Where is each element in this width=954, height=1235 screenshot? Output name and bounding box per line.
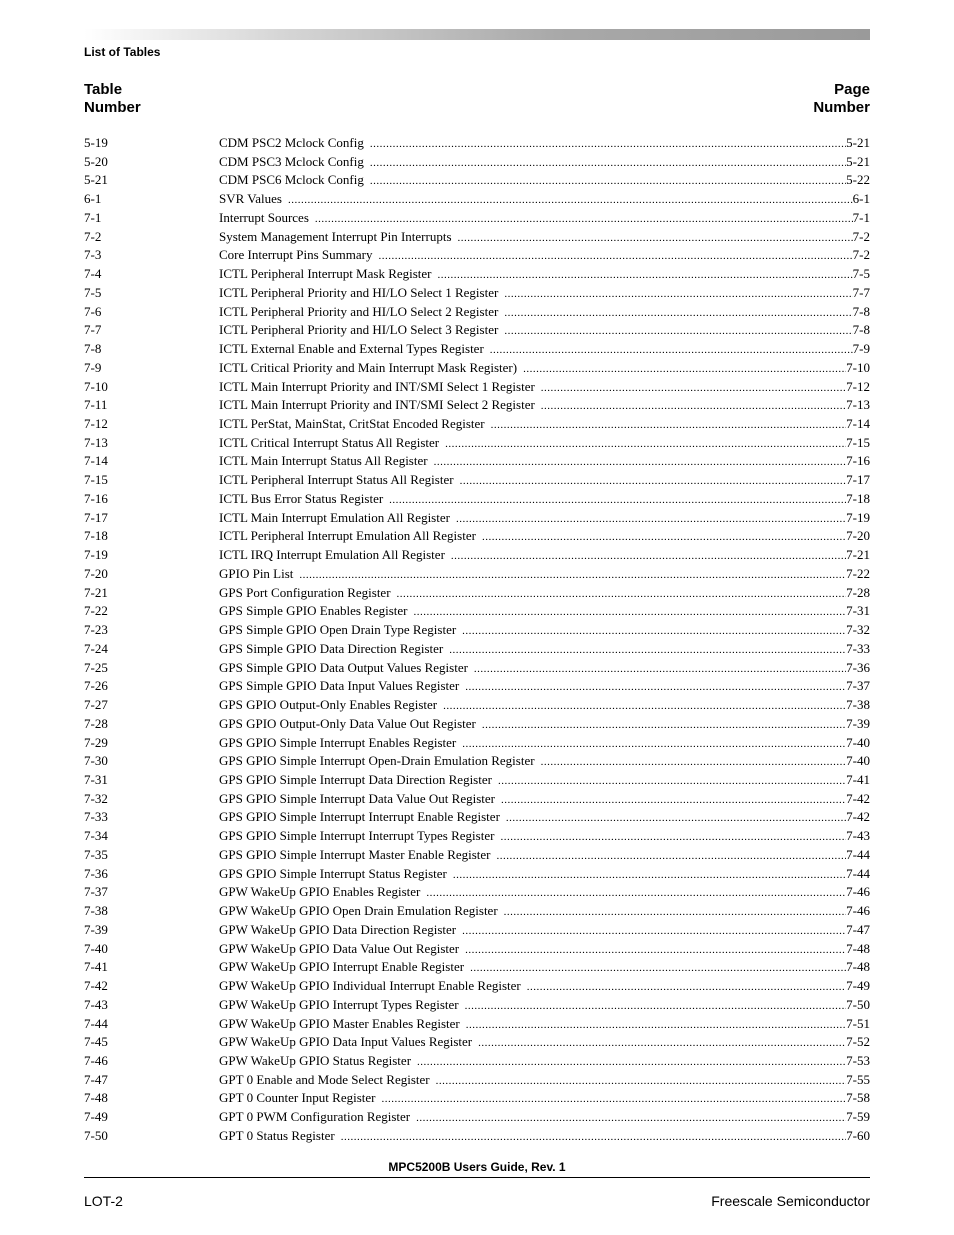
- heading-line: Page: [834, 81, 870, 98]
- dot-leader: [460, 475, 847, 487]
- dot-leader: [453, 869, 846, 881]
- table-number: 7-30: [84, 753, 108, 769]
- heading-line: Number: [84, 99, 141, 116]
- table-number: 7-50: [84, 1127, 108, 1143]
- page-number: 7-21: [846, 547, 870, 563]
- page-number: 7-50: [846, 996, 870, 1012]
- table-title: Core Interrupt Pins Summary: [219, 247, 373, 263]
- page-number: 7-44: [846, 865, 870, 881]
- table-title: GPW WakeUp GPIO Interrupt Enable Register: [219, 959, 465, 975]
- table-title: ICTL Main Interrupt Priority and INT/SMI Select 2 Register: [219, 397, 535, 413]
- table-number: 7-14: [84, 453, 108, 469]
- list-item[interactable]: [84, 716, 870, 735]
- table-number: 7-37: [84, 884, 108, 900]
- list-item[interactable]: [84, 322, 870, 341]
- table-number: 7-12: [84, 416, 108, 432]
- table-title: ICTL Peripheral Interrupt Mask Register: [219, 266, 432, 282]
- list-item[interactable]: [84, 1053, 870, 1072]
- dot-leader: [491, 419, 847, 431]
- dot-leader: [370, 157, 846, 169]
- table-title: GPS Simple GPIO Open Drain Type Register: [219, 622, 457, 638]
- table-title: GPS GPIO Simple Interrupt Interrupt Types Register: [219, 828, 495, 844]
- dot-leader: [490, 344, 853, 356]
- list-item[interactable]: [84, 210, 870, 229]
- table-title: GPW WakeUp GPIO Individual Interrupt Enable Register: [219, 978, 521, 994]
- table-number: 7-39: [84, 921, 108, 937]
- table-number: 7-1: [84, 209, 102, 225]
- table-title: ICTL Critical Priority and Main Interrupt Mask Register): [219, 359, 518, 375]
- list-item[interactable]: [84, 547, 870, 566]
- list-item[interactable]: [84, 285, 870, 304]
- dot-leader: [378, 250, 852, 262]
- dot-leader: [449, 644, 846, 656]
- list-item[interactable]: [84, 978, 870, 997]
- page-number: 7-58: [846, 1090, 870, 1106]
- list-item[interactable]: [84, 510, 870, 529]
- page-number: 7-14: [846, 416, 870, 432]
- table-title: GPS GPIO Simple Interrupt Data Direction Register: [219, 771, 492, 787]
- table-number: 7-2: [84, 228, 102, 244]
- list-item[interactable]: [84, 453, 870, 472]
- dot-leader: [504, 325, 852, 337]
- page-number: 7-40: [846, 734, 870, 750]
- page-number: 5-21: [846, 135, 870, 150]
- dot-leader: [482, 719, 846, 731]
- list-item[interactable]: [84, 528, 870, 547]
- table-title: GPS Simple GPIO Enables Register: [219, 603, 408, 619]
- page-number: 7-5: [852, 266, 870, 282]
- table-title: GPS GPIO Simple Interrupt Enables Register: [219, 734, 457, 750]
- table-number: 7-18: [84, 528, 108, 544]
- list-item[interactable]: [84, 472, 870, 491]
- table-number: 7-34: [84, 828, 108, 844]
- table-title: ICTL IRQ Interrupt Emulation All Register: [219, 547, 445, 563]
- list-item[interactable]: [84, 884, 870, 903]
- table-number: 7-42: [84, 978, 108, 994]
- page-number: 7-40: [846, 753, 870, 769]
- table-number: 7-11: [84, 397, 108, 413]
- dot-leader: [315, 213, 853, 225]
- table-title: GPT 0 Counter Input Register: [219, 1090, 376, 1106]
- list-item[interactable]: [84, 641, 870, 660]
- table-number: 7-40: [84, 940, 108, 956]
- table-title: GPT 0 PWM Configuration Register: [219, 1109, 411, 1125]
- table-title: ICTL PerStat, MainStat, CritStat Encoded Register: [219, 416, 485, 432]
- page-number: 7-28: [846, 584, 870, 600]
- list-item[interactable]: [84, 941, 870, 960]
- page-number: 7-46: [846, 903, 870, 919]
- dot-leader: [381, 1093, 846, 1105]
- table-title: ICTL Main Interrupt Status All Register: [219, 453, 428, 469]
- table-number: 7-46: [84, 1052, 108, 1068]
- list-item[interactable]: [84, 678, 870, 697]
- table-title: GPW WakeUp GPIO Data Direction Register: [219, 921, 457, 937]
- page-number: 7-37: [846, 678, 870, 694]
- table-title: SVR Values: [219, 191, 282, 207]
- table-number: 7-3: [84, 247, 102, 263]
- page-number: 7-2: [852, 228, 870, 244]
- page-number: 7-41: [846, 771, 870, 787]
- list-item[interactable]: [84, 660, 870, 679]
- list-item[interactable]: [84, 828, 870, 847]
- table-title: CDM PSC6 Mclock Config: [219, 172, 364, 188]
- dot-leader: [527, 981, 846, 993]
- dot-leader: [436, 1075, 847, 1087]
- dot-leader: [397, 588, 847, 600]
- table-number: 7-49: [84, 1109, 108, 1125]
- dot-leader: [465, 1000, 847, 1012]
- table-title: GPS GPIO Simple Interrupt Open-Drain Emulation Register: [219, 753, 535, 769]
- list-item[interactable]: [84, 791, 870, 810]
- table-number: 7-4: [84, 266, 102, 282]
- dot-leader: [474, 663, 846, 675]
- table-title: GPS GPIO Simple Interrupt Data Value Out Register: [219, 790, 495, 806]
- table-title: GPW WakeUp GPIO Open Drain Emulation Register: [219, 903, 498, 919]
- list-item[interactable]: [84, 304, 870, 323]
- dot-leader: [414, 606, 847, 618]
- dot-leader: [341, 1131, 846, 1143]
- page-number: 7-44: [846, 846, 870, 862]
- list-item[interactable]: [84, 154, 870, 173]
- table-title: GPW WakeUp GPIO Enables Register: [219, 884, 421, 900]
- table-number: 7-38: [84, 903, 108, 919]
- dot-leader: [470, 962, 846, 974]
- footer-divider: [84, 1177, 870, 1178]
- page-number: 7-42: [846, 809, 870, 825]
- page-number: 7-19: [846, 509, 870, 525]
- table-number: 7-36: [84, 865, 108, 881]
- table-title: ICTL Peripheral Interrupt Status All Register: [219, 472, 454, 488]
- page-number: 7-48: [846, 959, 870, 975]
- dot-leader: [465, 944, 846, 956]
- table-title: ICTL Main Interrupt Priority and INT/SMI Select 1 Register: [219, 378, 535, 394]
- page-number: 7-12: [846, 378, 870, 394]
- page-number: 7-32: [846, 622, 870, 638]
- table-title: GPIO Pin List: [219, 565, 294, 581]
- dot-leader: [497, 850, 847, 862]
- table-title: GPS GPIO Output-Only Enables Register: [219, 697, 438, 713]
- dot-leader: [504, 906, 847, 918]
- table-number: 7-32: [84, 790, 108, 806]
- table-number: 7-26: [84, 678, 108, 694]
- table-number: 5-20: [84, 153, 108, 169]
- list-item[interactable]: [84, 1034, 870, 1053]
- page-number: 7-36: [846, 659, 870, 675]
- list-item[interactable]: [84, 997, 870, 1016]
- page-label: LOT-2: [84, 1193, 123, 1209]
- table-number: 7-44: [84, 1015, 108, 1031]
- table-number: 7-7: [84, 322, 102, 338]
- table-number: 7-5: [84, 284, 102, 300]
- table-number: 6-1: [84, 191, 102, 207]
- list-item[interactable]: [84, 735, 870, 754]
- table-number: 7-22: [84, 603, 108, 619]
- list-item[interactable]: [84, 847, 870, 866]
- table-number: 7-25: [84, 659, 108, 675]
- table-number: 7-24: [84, 640, 108, 656]
- dot-leader: [426, 887, 846, 899]
- table-title: CDM PSC3 Mclock Config: [219, 153, 364, 169]
- dot-leader: [416, 1112, 846, 1124]
- table-title: GPS GPIO Simple Interrupt Status Register: [219, 865, 447, 881]
- table-title: GPS Simple GPIO Data Input Values Register: [219, 678, 460, 694]
- page-number: 7-33: [846, 640, 870, 656]
- list-item[interactable]: [84, 697, 870, 716]
- page-number: 7-17: [846, 472, 870, 488]
- page-number: 7-2: [852, 247, 870, 263]
- table-title: GPS GPIO Simple Interrupt Interrupt Enable Register: [219, 809, 500, 825]
- list-item[interactable]: [84, 416, 870, 435]
- table-number: 7-29: [84, 734, 108, 750]
- list-item[interactable]: [84, 959, 870, 978]
- table-number: 5-21: [84, 172, 108, 188]
- list-item[interactable]: [84, 247, 870, 266]
- table-title: ICTL External Enable and External Types Register: [219, 341, 484, 357]
- page-number: 7-1: [852, 209, 870, 225]
- dot-leader: [478, 1037, 846, 1049]
- table-number: 5-19: [84, 135, 108, 150]
- list-item[interactable]: [84, 135, 870, 154]
- page-number: 7-13: [846, 397, 870, 413]
- page-number: 7-20: [846, 528, 870, 544]
- section-label: List of Tables: [84, 45, 161, 59]
- table-number: 7-33: [84, 809, 108, 825]
- table-title: GPT 0 Enable and Mode Select Register: [219, 1071, 430, 1087]
- dot-leader: [506, 812, 846, 824]
- list-item[interactable]: [84, 922, 870, 941]
- table-title: CDM PSC2 Mclock Config: [219, 135, 364, 150]
- dot-leader: [498, 775, 846, 787]
- dot-leader: [434, 456, 847, 468]
- page-number: 7-46: [846, 884, 870, 900]
- table-title: System Management Interrupt Pin Interrupts: [219, 228, 452, 244]
- table-title: GPS Port Configuration Register: [219, 584, 391, 600]
- page-number: 7-38: [846, 697, 870, 713]
- dot-leader: [501, 794, 846, 806]
- list-item[interactable]: [84, 397, 870, 416]
- document-title: MPC5200B Users Guide, Rev. 1: [388, 1160, 566, 1174]
- page-number: 7-53: [846, 1052, 870, 1068]
- heading-line: Number: [813, 99, 870, 116]
- table-title: GPS Simple GPIO Data Direction Register: [219, 640, 444, 656]
- table-title: GPW WakeUp GPIO Interrupt Types Register: [219, 996, 459, 1012]
- list-item[interactable]: [84, 1016, 870, 1035]
- list-item[interactable]: [84, 622, 870, 641]
- page-number: 7-48: [846, 940, 870, 956]
- table-title: GPS GPIO Output-Only Data Value Out Register: [219, 715, 476, 731]
- page-number: 7-31: [846, 603, 870, 619]
- table-title: ICTL Main Interrupt Emulation All Register: [219, 509, 450, 525]
- table-title: GPS GPIO Simple Interrupt Master Enable Register: [219, 846, 491, 862]
- table-title: GPS Simple GPIO Data Output Values Register: [219, 659, 468, 675]
- dot-leader: [500, 831, 846, 843]
- dot-leader: [462, 925, 846, 937]
- list-item[interactable]: [84, 866, 870, 885]
- table-title: ICTL Peripheral Priority and HI/LO Select 3 Register: [219, 322, 499, 338]
- table-title: GPW WakeUp GPIO Status Register: [219, 1052, 412, 1068]
- page-number: 7-10: [846, 359, 870, 375]
- page-number: 7-51: [846, 1015, 870, 1031]
- table-title: ICTL Peripheral Priority and HI/LO Select 1 Register: [219, 284, 499, 300]
- list-item[interactable]: [84, 341, 870, 360]
- table-number: 7-20: [84, 565, 108, 581]
- list-item[interactable]: [84, 191, 870, 210]
- table-number-heading: [84, 81, 141, 117]
- page-number: 7-18: [846, 490, 870, 506]
- table-title: ICTL Bus Error Status Register: [219, 490, 384, 506]
- page-number: 5-21: [846, 153, 870, 169]
- header-gradient-bar: [84, 29, 870, 40]
- list-item[interactable]: [84, 266, 870, 285]
- table-number: 7-21: [84, 584, 108, 600]
- page-number: 7-42: [846, 790, 870, 806]
- dot-leader: [462, 625, 846, 637]
- table-number: 7-41: [84, 959, 108, 975]
- dot-leader: [504, 307, 852, 319]
- page-number: 6-1: [852, 191, 870, 207]
- page-number: 7-8: [852, 303, 870, 319]
- page-number: 7-43: [846, 828, 870, 844]
- dot-leader: [462, 738, 846, 750]
- dot-leader: [370, 138, 846, 150]
- table-number: 7-23: [84, 622, 108, 638]
- page-number: 7-7: [852, 284, 870, 300]
- table-number: 7-17: [84, 509, 108, 525]
- list-item[interactable]: [84, 379, 870, 398]
- dot-leader: [443, 700, 846, 712]
- table-number: 7-48: [84, 1090, 108, 1106]
- dot-leader: [438, 269, 853, 281]
- page-number: 7-60: [846, 1127, 870, 1143]
- list-item[interactable]: [84, 229, 870, 248]
- table-number: 7-16: [84, 490, 108, 506]
- table-number: 7-43: [84, 996, 108, 1012]
- table-list: [84, 135, 870, 1147]
- list-item[interactable]: [84, 1109, 870, 1128]
- page-number: 7-8: [852, 322, 870, 338]
- list-item[interactable]: [84, 603, 870, 622]
- table-number: 7-9: [84, 359, 102, 375]
- list-item[interactable]: [84, 585, 870, 604]
- page-number: 5-22: [846, 172, 870, 188]
- table-number: 7-31: [84, 771, 108, 787]
- dot-leader: [389, 494, 846, 506]
- dot-leader: [417, 1056, 846, 1068]
- page-number: 7-22: [846, 565, 870, 581]
- dot-leader: [445, 438, 846, 450]
- dot-leader: [541, 756, 847, 768]
- list-item[interactable]: [84, 1128, 870, 1147]
- table-title: ICTL Peripheral Interrupt Emulation All Register: [219, 528, 476, 544]
- dot-leader: [458, 232, 853, 244]
- company-name: Freescale Semiconductor: [711, 1193, 870, 1209]
- table-number: 7-47: [84, 1071, 108, 1087]
- table-title: ICTL Critical Interrupt Status All Register: [219, 434, 440, 450]
- table-title: GPW WakeUp GPIO Data Value Out Register: [219, 940, 460, 956]
- dot-leader: [504, 288, 852, 300]
- list-item[interactable]: [84, 1072, 870, 1091]
- dot-leader: [299, 569, 846, 581]
- page-number: 7-15: [846, 434, 870, 450]
- list-item[interactable]: [84, 809, 870, 828]
- table-title: GPW WakeUp GPIO Data Input Values Register: [219, 1034, 473, 1050]
- page-number: 7-49: [846, 978, 870, 994]
- page-number: 7-9: [852, 341, 870, 357]
- table-title: GPT 0 Status Register: [219, 1127, 335, 1143]
- page-number: 7-47: [846, 921, 870, 937]
- page-number: 7-16: [846, 453, 870, 469]
- list-item[interactable]: [84, 566, 870, 585]
- dot-leader: [541, 400, 846, 412]
- dot-leader: [482, 531, 846, 543]
- dot-leader: [465, 681, 846, 693]
- dot-leader: [451, 550, 846, 562]
- table-number: 7-35: [84, 846, 108, 862]
- page-number: 7-55: [846, 1071, 870, 1087]
- table-number: 7-15: [84, 472, 108, 488]
- dot-leader: [523, 363, 846, 375]
- table-title: Interrupt Sources: [219, 209, 309, 225]
- table-number: 7-8: [84, 341, 102, 357]
- dot-leader: [466, 1019, 846, 1031]
- page-number: 7-59: [846, 1109, 870, 1125]
- page-number-heading: [813, 81, 870, 117]
- dot-leader: [370, 175, 846, 187]
- table-title: ICTL Peripheral Priority and HI/LO Select 2 Register: [219, 303, 499, 319]
- list-item[interactable]: [84, 360, 870, 379]
- table-number: 7-45: [84, 1034, 108, 1050]
- list-item[interactable]: [84, 903, 870, 922]
- table-number: 7-10: [84, 378, 108, 394]
- dot-leader: [541, 382, 846, 394]
- list-item[interactable]: [84, 772, 870, 791]
- table-number: 7-6: [84, 303, 102, 319]
- list-item[interactable]: [84, 435, 870, 454]
- heading-line: Table: [84, 81, 123, 98]
- list-item[interactable]: [84, 1090, 870, 1109]
- list-item[interactable]: [84, 172, 870, 191]
- table-number: 7-27: [84, 697, 108, 713]
- table-number: 7-28: [84, 715, 108, 731]
- table-number: 7-19: [84, 547, 108, 563]
- dot-leader: [288, 194, 853, 206]
- table-title: GPW WakeUp GPIO Master Enables Register: [219, 1015, 460, 1031]
- table-number: 7-13: [84, 434, 108, 450]
- page-number: 7-39: [846, 715, 870, 731]
- list-item[interactable]: [84, 491, 870, 510]
- page-number: 7-52: [846, 1034, 870, 1050]
- list-item[interactable]: [84, 753, 870, 772]
- dot-leader: [456, 513, 846, 525]
